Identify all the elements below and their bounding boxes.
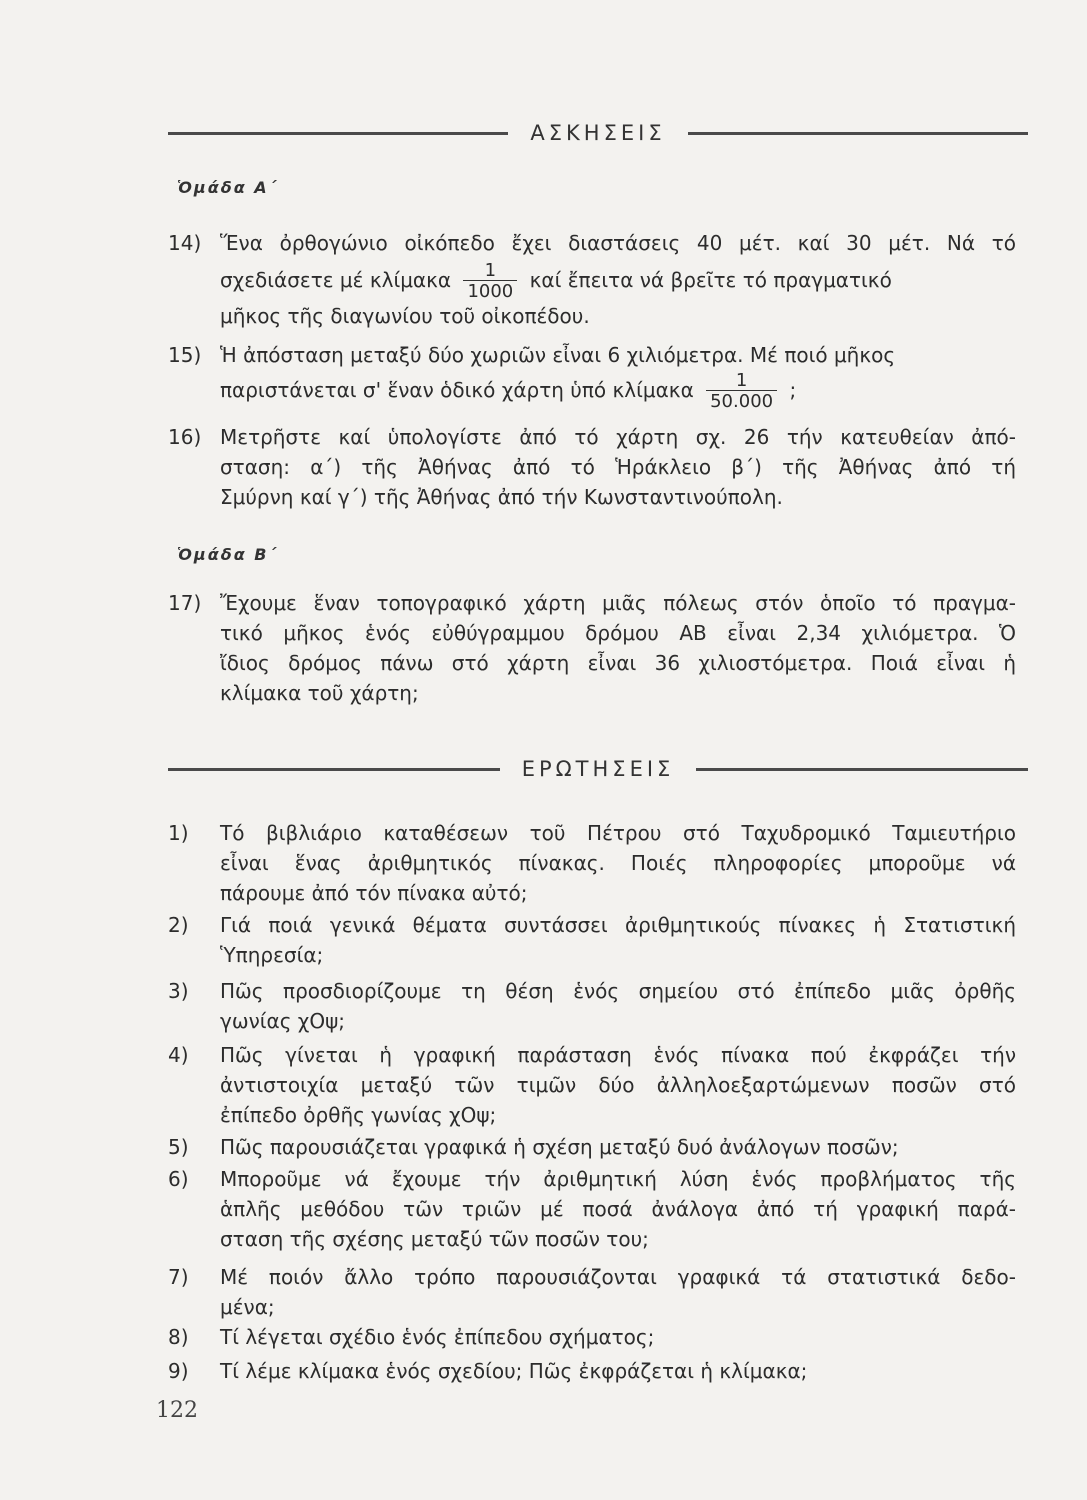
exercise-number: 17) [168,591,202,615]
header-rule-left [168,132,508,135]
question-line: Μποροῦμε νά ἔχουμε τήν ἀριθμητική λύση ἑνός προβλήματος τῆς [220,1167,1016,1191]
question-line: Γιά ποιά γενικά θέματα συντάσσει ἀριθμητικούς πίνακες ἡ Στατιστική [220,913,1016,937]
question-number: 9) [168,1359,189,1383]
group-a-label: Ὁμάδα Α΄ [177,178,278,197]
fraction-numerator: 1 [735,370,748,391]
question-line: πάρουμε ἀπό τόν πίνακα αὐτό; [220,881,528,905]
page-number: 122 [156,1398,198,1423]
question-number: 2) [168,913,189,937]
exercise-line: μῆκος τῆς διαγωνίου τοῦ οἰκοπέδου. [220,304,590,328]
question-number: 3) [168,979,189,1003]
question-number: 6) [168,1167,189,1191]
fraction-numerator: 1 [484,260,497,281]
exercise-line [220,262,1016,301]
exercises-title: ΑΣΚΗΣΕΙΣ [530,121,666,145]
exercise-text: σχεδιάσετε μέ κλίμακα [220,268,452,292]
header-rule-right [688,132,1028,135]
exercise-15 [168,340,1028,420]
exercise-number: 16) [168,425,202,449]
question-line: εἶναι ἕνας ἀριθμητικός πίνακας. Ποιές πληροφορίες μποροῦμε νά [220,851,1016,875]
exercise-line: Ἕνα ὀρθογώνιο οἰκόπεδο ἔχει διαστάσεις 40 μέτ. καί 30 μέτ. Νά τό [220,231,1016,255]
exercises-section-header [168,118,1028,148]
exercise-17 [168,588,1028,713]
exercise-number: 15) [168,343,202,367]
exercise-16 [168,422,1028,522]
question-line: Τί λέμε κλίμακα ἑνός σχεδίου; Πῶς ἐκφράζεται ἡ κλίμακα; [220,1359,808,1383]
question-line: μένα; [220,1295,275,1319]
question-line: Τί λέγεται σχέδιο ἑνός ἐπίπεδου σχήματος; [220,1325,655,1349]
question-line: Ὑπηρεσία; [220,943,324,967]
exercise-line: Σμύρνη καί γ΄) τῆς Ἀθήνας ἀπό τήν Κωνσταντινούπολη. [220,485,783,509]
exercise-line: Ἔχουμε ἕναν τοπογραφικό χάρτη μιᾶς πόλεως στόν ὁποῖο τό πραγμα- [220,591,1016,615]
questions-title: ΕΡΩΤΗΣΕΙΣ [521,757,675,781]
question-line: γωνίας χΟψ; [220,1009,346,1033]
exercise-line: ἴδιος δρόμος πάνω στό χάρτη εἶναι 36 χιλιοστόμετρα. Ποιά εἶναι ἡ [220,651,1016,675]
exercise-number: 14) [168,231,202,255]
question-number: 8) [168,1325,189,1349]
question-line: ἐπίπεδο ὀρθῆς γωνίας χΟψ; [220,1103,497,1127]
group-b-label: Ὁμάδα Β΄ [177,545,278,564]
scale-fraction [706,372,777,411]
question-line: ἁπλῆς μεθόδου τῶν τριῶν μέ ποσά ἀνάλογα ἀπό τή γραφική παρά- [220,1197,1016,1221]
exercise-14 [168,228,1028,338]
exercise-text: καί ἔπειτα νά βρεῖτε τό πραγματικό [529,268,892,292]
question-number: 4) [168,1043,189,1067]
question-line: Πῶς γίνεται ἡ γραφική παράσταση ἑνός πίνακα πού ἐκφράζει τήν [220,1043,1016,1067]
header-rule-right [696,768,1028,771]
exercise-line: σταση: α΄) τῆς Ἀθήνας ἀπό τό Ἡράκλειο β΄) τῆς Ἀθήνας ἀπό τή [220,455,1016,479]
question-line: ἀντιστοιχία μεταξύ τῶν τιμῶν δύο ἀλληλοεξαρτώμενων ποσῶν στό [220,1073,1016,1097]
question-line: σταση τῆς σχέσης μεταξύ τῶν ποσῶν του; [220,1227,649,1251]
exercise-text: παριστάνεται σ' ἕναν ὁδικό χάρτη ὑπό κλίμακα [220,378,694,402]
questions-section-header [168,754,1028,784]
exercise-line: τικό μῆκος ἑνός εὐθύγραμμου δρόμου ΑΒ εἶναι 2,34 χιλιόμετρα. Ὁ [220,621,1016,645]
question-line: Πῶς παρουσιάζεται γραφικά ἡ σχέση μεταξύ δυό ἀνάλογων ποσῶν; [220,1135,899,1159]
header-rule-left [168,768,500,771]
exercise-line [220,372,1016,411]
fraction-denominator: 50.000 [706,390,777,411]
fraction-denominator: 1000 [463,280,517,301]
exercise-line: Μετρῆστε καί ὑπολογίστε ἀπό τό χάρτη σχ. 26 τήν κατευθείαν ἀπό- [220,425,1016,449]
question-line: Πῶς προσδιορίζουμε τη θέση ἑνός σημείου στό ἐπίπεδο μιᾶς ὀρθῆς [220,979,1016,1003]
scale-fraction [463,262,517,301]
question-number: 7) [168,1265,189,1289]
exercise-line: Ἡ ἀπόσταση μεταξύ δύο χωριῶν εἶναι 6 χιλιόμετρα. Μέ ποιό μῆκος [220,343,896,367]
exercise-line: κλίμακα τοῦ χάρτη; [220,681,419,705]
question-line: Μέ ποιόν ἄλλο τρόπο παρουσιάζονται γραφικά τά στατιστικά δεδο- [220,1265,1016,1289]
exercise-text: ; [789,378,797,402]
question-line: Τό βιβλιάριο καταθέσεων τοῦ Πέτρου στό Ταχυδρομικό Ταμιευτήριο [220,821,1016,845]
question-number: 5) [168,1135,189,1159]
question-number: 1) [168,821,189,845]
